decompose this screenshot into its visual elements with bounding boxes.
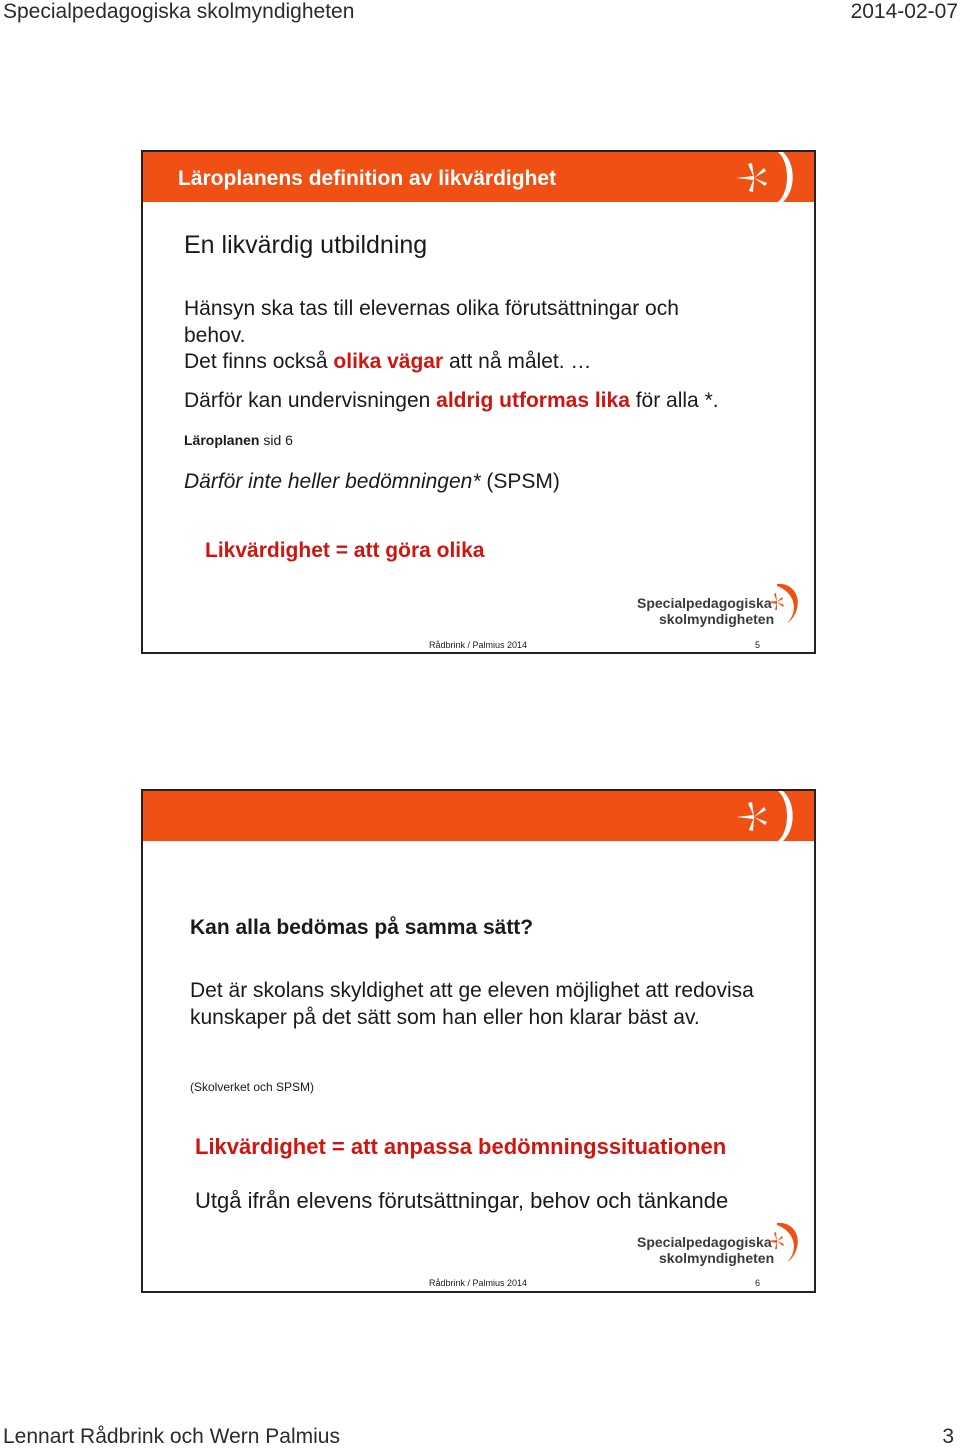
highlighted-text: aldrig utformas lika — [436, 389, 630, 412]
italic-text: Därför inte heller bedömningen* — [184, 470, 481, 493]
slide-6 — [141, 789, 816, 1293]
text-line: behov. — [184, 324, 246, 347]
slide-5 — [141, 150, 816, 654]
arc-mark-icon — [765, 1221, 801, 1263]
slide-number: 5 — [755, 640, 761, 650]
highlight-statement: Likvärdighet = att anpassa bedömningssituationen — [195, 1134, 727, 1159]
logo-line: Specialpedagogiska — [637, 1234, 772, 1250]
header-date: 2014-02-07 — [850, 0, 958, 23]
organization-logo — [637, 1219, 802, 1271]
slide-paragraph: Det är skolans skyldighet att ge eleven möjlighet att redovisa kunskaper på det sätt som han eller hon klarar bäst av. — [190, 979, 754, 1029]
slide-number: 6 — [755, 1278, 761, 1288]
organization-logo — [637, 580, 802, 632]
text-segment: Därför kan undervisningen — [184, 389, 437, 412]
text-segment: för alla *. — [629, 389, 719, 412]
footer-authors: Lennart Rådbrink och Wern Palmius — [3, 1425, 340, 1448]
highlight-statement: Likvärdighet = att göra olika — [205, 539, 485, 562]
star-mark-icon — [726, 791, 796, 841]
page-footer — [0, 1424, 960, 1447]
slide-footer-author: Rådbrink / Palmius 2014 — [429, 1278, 528, 1288]
page-number: 3 — [942, 1425, 954, 1448]
source-citation — [184, 432, 293, 448]
text-line: Hänsyn ska tas till elevernas olika förutsättningar och — [184, 297, 679, 320]
text-segment: Det finns också — [184, 350, 334, 373]
text-segment: att nå målet. … — [443, 350, 592, 373]
slide-title-bar — [143, 152, 814, 202]
source-page: sid 6 — [259, 432, 293, 448]
slide-title-bar — [143, 791, 814, 841]
source-citation: (Skolverket och SPSM) — [190, 1080, 315, 1094]
page-header — [0, 0, 960, 28]
logo-line: skolmyndigheten — [659, 1250, 775, 1266]
text-segment: (SPSM) — [480, 470, 560, 493]
logo-line: Specialpedagogiska — [637, 595, 772, 611]
arc-mark-icon — [765, 582, 801, 624]
text-line: Utgå ifrån elevens förutsättningar, behov och tänkande — [195, 1188, 729, 1213]
text-line — [184, 389, 719, 413]
source-name: Läroplanen — [184, 432, 260, 448]
text-line — [184, 470, 560, 494]
slide-title: Läroplanens definition av likvärdighet — [178, 167, 557, 190]
text-line — [184, 350, 591, 374]
header-organization: Specialpedagogiska skolmyndigheten — [3, 0, 355, 23]
slide-heading: Kan alla bedömas på samma sätt? — [190, 916, 534, 939]
slide-heading: En likvärdig utbildning — [184, 231, 428, 259]
slide-footer-author: Rådbrink / Palmius 2014 — [429, 640, 528, 650]
star-mark-icon — [726, 152, 796, 202]
logo-line: skolmyndigheten — [659, 611, 775, 627]
highlighted-text: olika vägar — [333, 350, 444, 373]
